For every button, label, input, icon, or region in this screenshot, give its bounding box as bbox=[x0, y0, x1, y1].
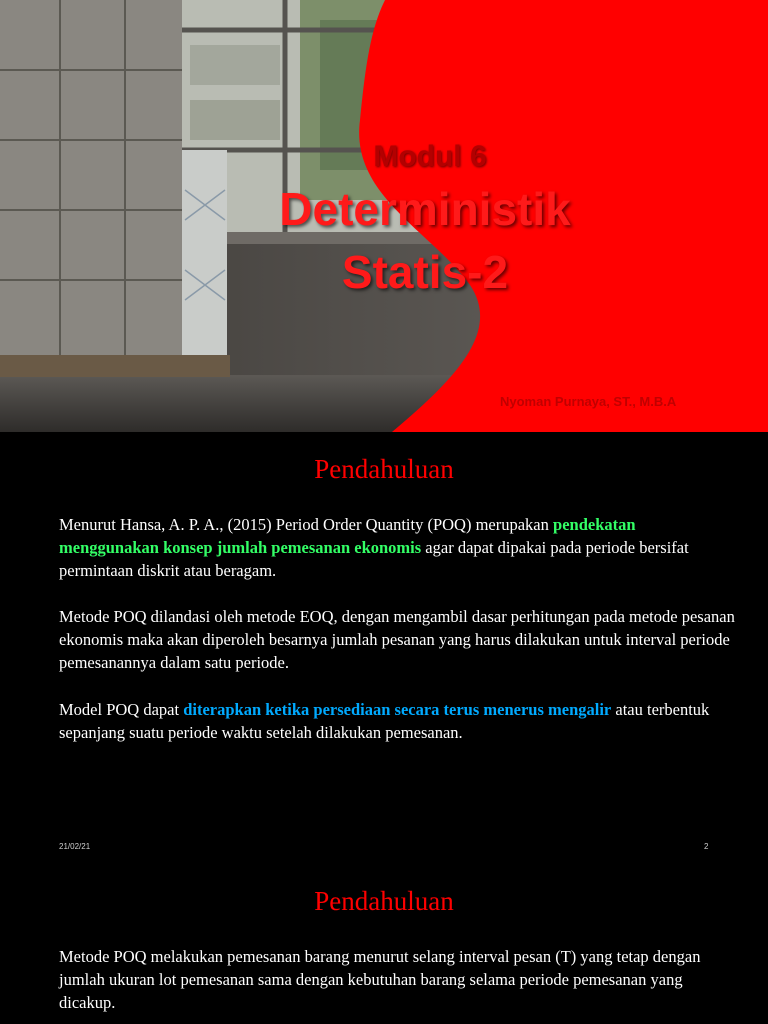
slide-heading: Pendahuluan bbox=[314, 454, 454, 484]
title-line-2: Statis-2 bbox=[341, 246, 509, 298]
title-line-1: Deterministik bbox=[279, 183, 571, 235]
paragraph-3 bbox=[59, 698, 739, 744]
paragraph-2: Metode POQ dilandasi oleh metode EOQ, dengan mengambil dasar perhitungan pada metode pesanan ekonomis maka akan diperoleh besarnya jumlah pesanan yang harus dilakukan untuk interval periode pemesanannya dalam satu periode. bbox=[59, 607, 735, 672]
title-slide bbox=[0, 0, 768, 432]
paragraph-1-highlight: pendekatan menggunakan konsep jumlah pemesanan ekonomis bbox=[59, 515, 636, 557]
intro-slide-2 bbox=[0, 864, 768, 1024]
paragraph-1-text-b: agar dapat dipakai pada periode bersifat permintaan diskrit atau beragam. bbox=[59, 538, 689, 580]
module-label: Modul 6 bbox=[373, 140, 487, 173]
slide-number: 2 bbox=[704, 842, 709, 851]
slide-date: 21/02/21 bbox=[59, 842, 91, 851]
paragraph-1: Metode POQ melakukan pemesanan barang menurut selang interval pesan (T) yang tetap dengan jumlah ukuran lot pemesanan sama dengan kebutuhan barang selama periode pemesanan yang dicakup. bbox=[59, 947, 701, 1012]
paragraph-1-text-a: Menurut Hansa, A. P. A., (2015) Period Order Quantity (POQ) merupakan bbox=[59, 515, 554, 534]
author-name: Nyoman Purnaya, ST., M.B.A bbox=[500, 394, 677, 409]
intro-slide bbox=[0, 432, 768, 864]
paragraph-1 bbox=[59, 513, 739, 582]
paragraph-3-text-a: Model POQ dapat bbox=[59, 700, 184, 719]
slide-heading: Pendahuluan bbox=[314, 886, 454, 916]
paragraph-3-text-b: atau terbentuk sepanjang suatu periode waktu setelah dilakukan pemesanan. bbox=[59, 700, 710, 742]
paragraph-3-highlight: diterapkan ketika persediaan secara terus menerus mengalir bbox=[183, 700, 612, 719]
